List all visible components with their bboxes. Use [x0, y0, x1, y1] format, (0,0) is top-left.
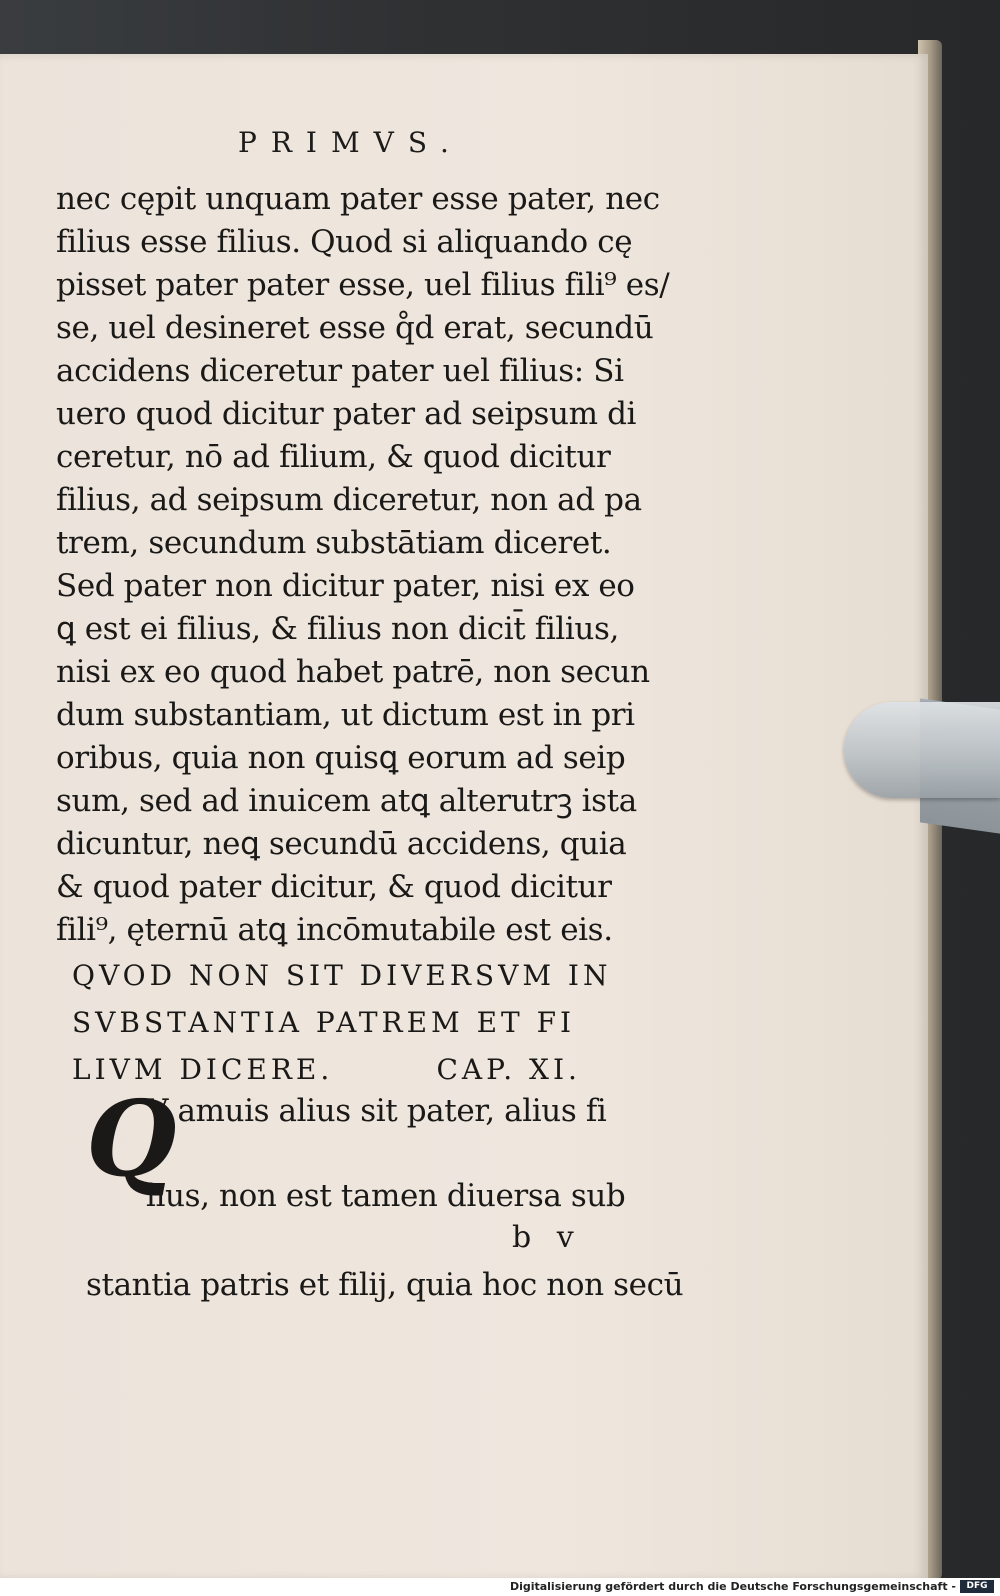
body-line: filius, ad seipsum diceretur, non ad pa [56, 482, 642, 518]
body-line: ꝗ est ei filius, & filius non dicit̄ filius, [56, 611, 619, 647]
running-head: PRIMVS. [238, 126, 463, 159]
chapter-heading-line: QVOD NON SIT DIVERSVM IN [72, 959, 612, 992]
body-line: nec cępit unquam pater esse pater, nec [56, 181, 660, 217]
body-line: & quod pater dicitur, & quod dicitur [56, 869, 612, 905]
paragraph-line: V amuis alius sit pater, alius fi [146, 1093, 607, 1129]
body-line: ceretur, nō ad filium, & quod dicitur [56, 439, 611, 475]
body-line: uero quod dicitur pater ad seipsum di [56, 396, 637, 432]
body-line: dicuntur, neꝗ secundū accidens, quia [56, 826, 627, 862]
drop-cap: Q [86, 1077, 177, 1200]
body-line: sum, sed ad inuicem atꝗ alterutrꝫ ista [56, 783, 637, 819]
paragraph-line: stantia patris et filij, quia hoc non secū [86, 1267, 684, 1303]
body-line: pisset pater pater esse, uel filius fili⁹ es/ [56, 267, 670, 303]
body-line: filius esse filius. Quod si aliquando cę [56, 224, 633, 260]
chapter-heading-line: SVBSTANTIA PATREM ET FI [72, 1006, 576, 1039]
body-line: dum substantiam, ut dictum est in pri [56, 697, 635, 733]
body-line: se, uel desineret esse q̊d erat, secundū [56, 310, 654, 346]
body-text [56, 178, 676, 952]
chapter-heading-line: LIVM DICERE. CAP. XI. [72, 1053, 581, 1086]
body-line: oribus, quia non quisꝗ eorum ad seip [56, 740, 626, 776]
signature-mark: b v [512, 1220, 582, 1255]
paragraph-line: lius, non est tamen diuersa sub [146, 1178, 626, 1214]
body-line: nisi ex eo quod habet patrē, non secun [56, 654, 650, 690]
body-line: Sed pater non dicitur pater, nisi ex eo [56, 568, 635, 604]
body-line: trem, secundum substātiam diceret. [56, 525, 612, 561]
chapter-heading [72, 952, 692, 1093]
footer-credit: Digitalisierung gefördert durch die Deutsche Forschungsgemeinschaft - [509, 1580, 956, 1593]
footer-bar [0, 1578, 1000, 1596]
dfg-logo: DFG [960, 1580, 994, 1593]
body-line: fili⁹, ęternū atꝗ incōmutabile est eis. [56, 912, 613, 948]
body-line: accidens diceretur pater uel filius: Si [56, 353, 624, 389]
page-clip [844, 702, 1000, 798]
